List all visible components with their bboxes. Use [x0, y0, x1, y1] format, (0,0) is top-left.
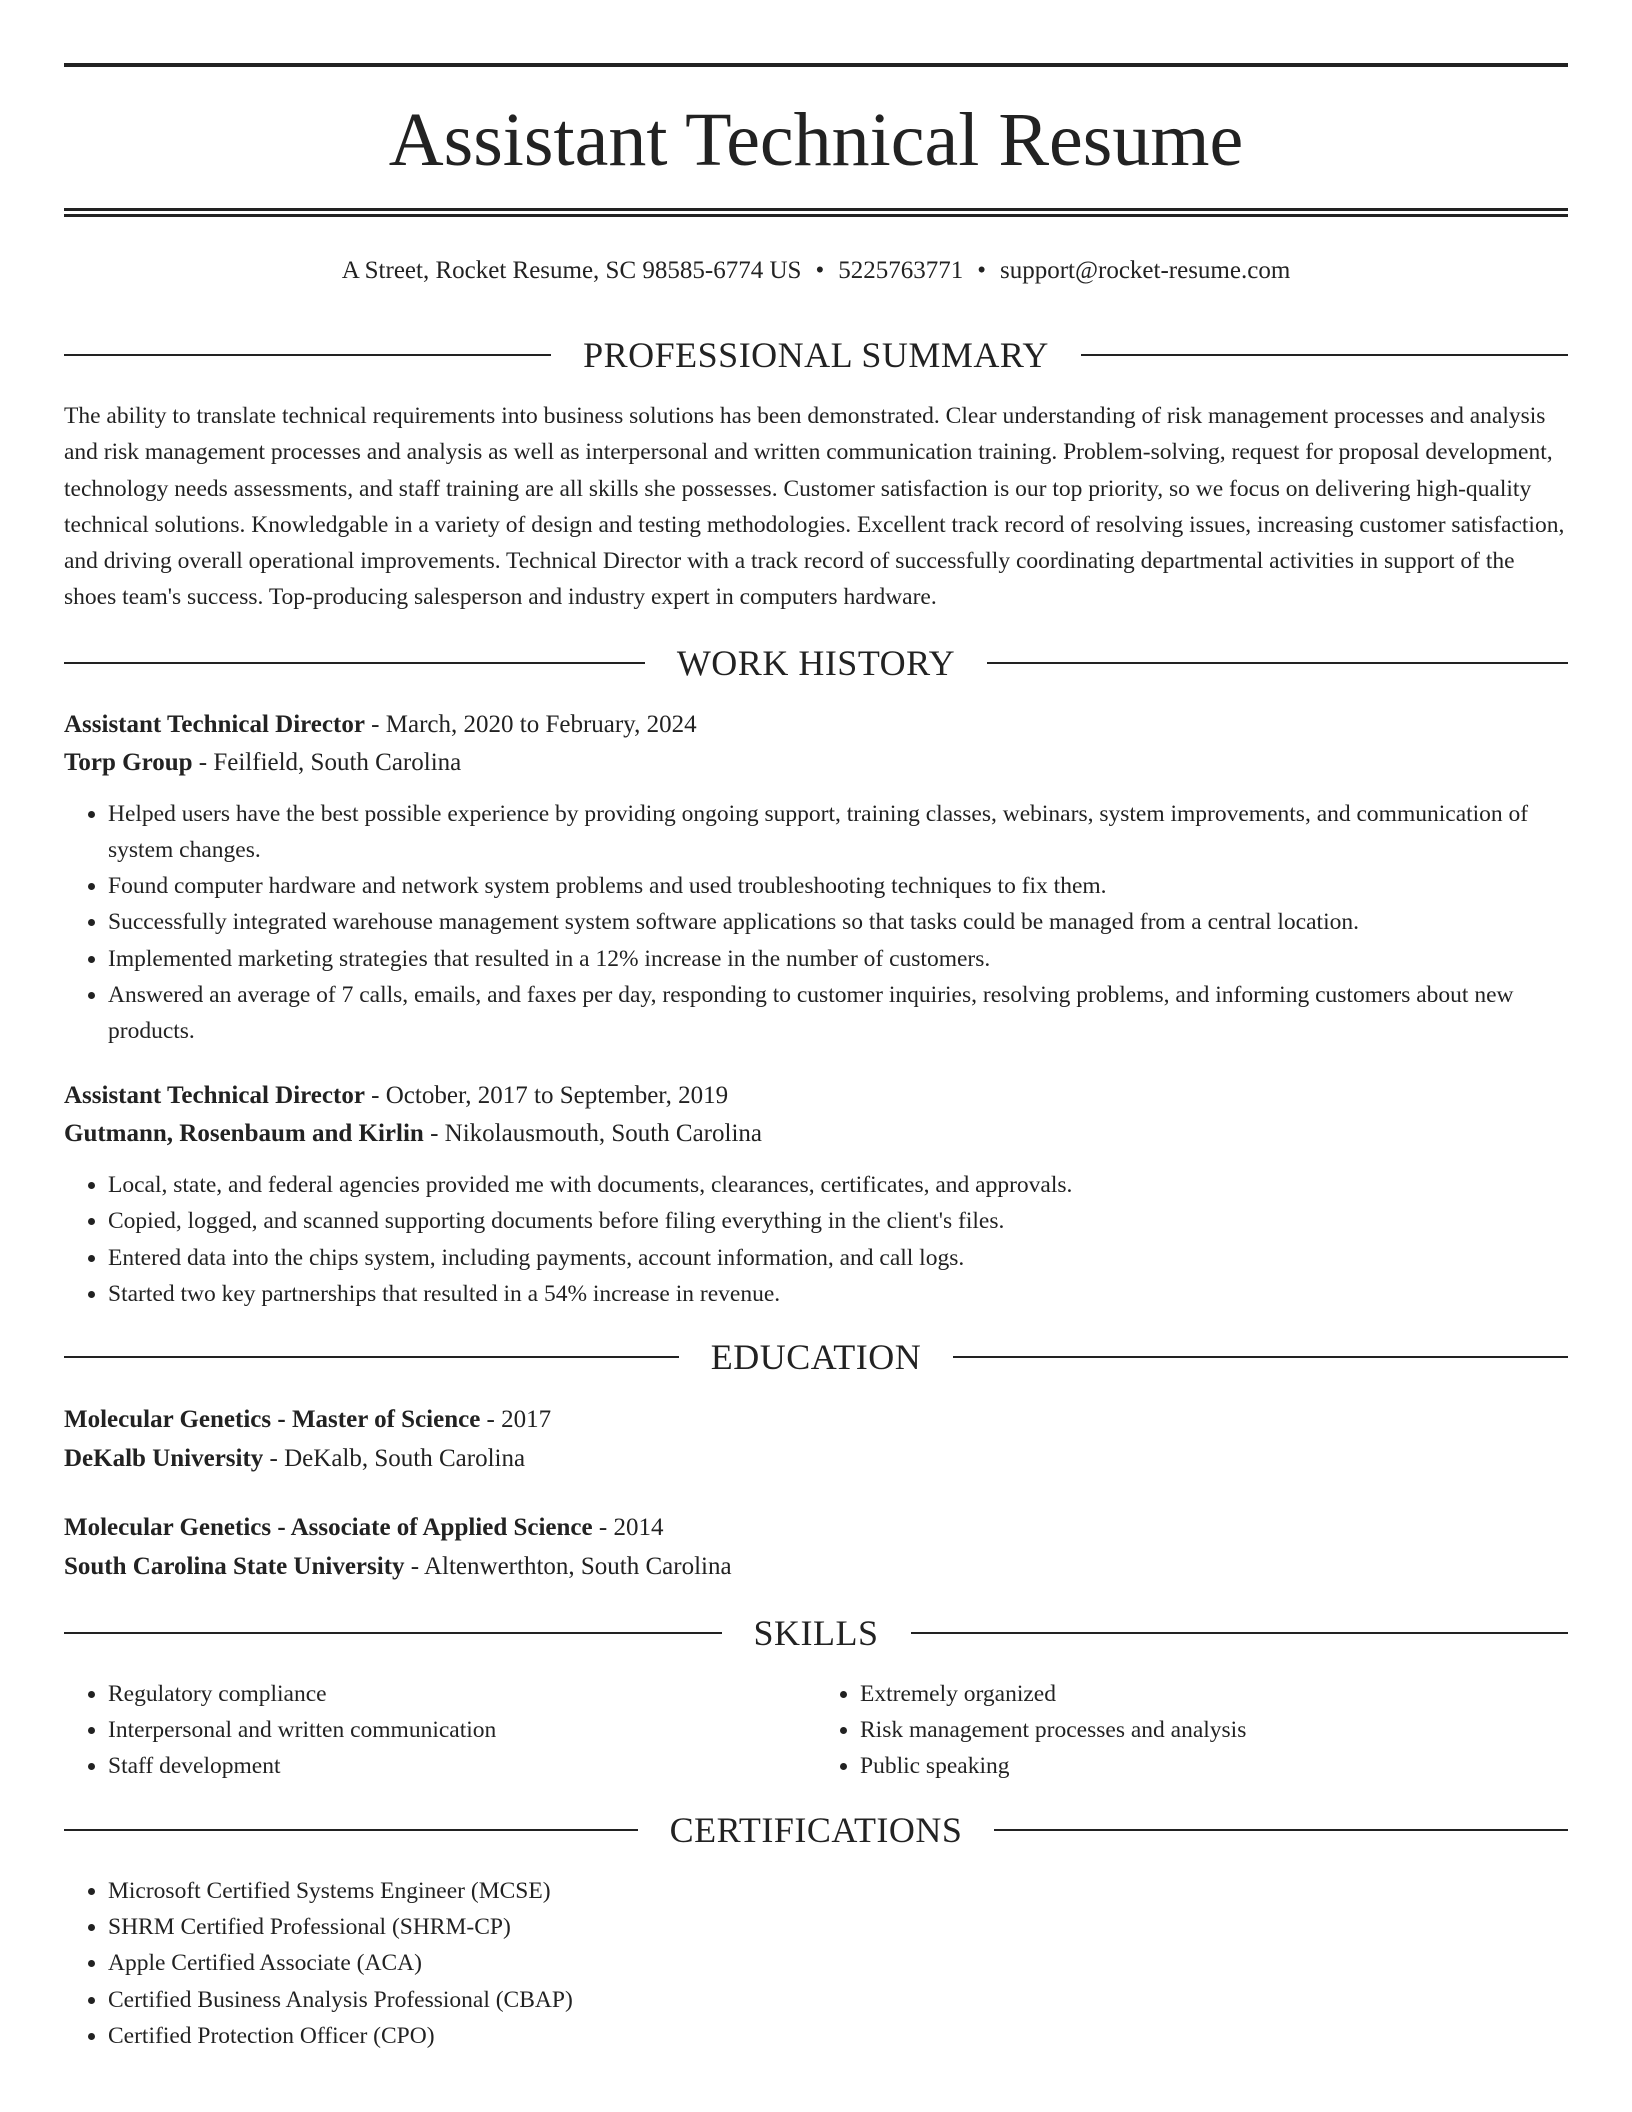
education-degree-line [64, 1508, 1568, 1547]
list-item: • Public speaking [860, 1748, 1568, 1784]
section-heading-work [64, 638, 1568, 688]
list-item: • Helped users have the best possible experience by providing ongoing support, training classes, webinars, system improvements, and communication of system changes. [108, 796, 1568, 868]
education-degree-line [64, 1400, 1568, 1439]
list-item: • Microsoft Certified Systems Engineer (MCSE) [108, 1873, 1568, 1909]
contact-separator: • [815, 257, 825, 284]
education-entry [64, 1400, 1568, 1478]
job-location: - Feilfield, South Carolina [192, 748, 462, 776]
heading-rule-right [911, 1632, 1569, 1634]
heading-rule-left [64, 1829, 638, 1831]
skills-column-left [64, 1676, 816, 1785]
list-item: • Regulatory compliance [108, 1676, 816, 1712]
heading-rule-right [994, 1829, 1568, 1831]
list-item: • Entered data into the chips system, including payments, account information, and call logs. [108, 1240, 1568, 1276]
education-degree: Molecular Genetics - Master of Science [64, 1406, 481, 1434]
section-heading-certifications [64, 1805, 1568, 1855]
skills-grid [64, 1676, 1568, 1785]
heading-rule-right [1081, 354, 1568, 356]
education-school: South Carolina State University [64, 1553, 405, 1581]
job-company-line [64, 1115, 1568, 1153]
job-entry [64, 1077, 1568, 1312]
resume-content [64, 330, 1568, 2055]
job-dates: - March, 2020 to February, 2024 [364, 710, 697, 738]
list-item: • Found computer hardware and network system problems and used troubleshooting techniques to fix them. [108, 868, 1568, 904]
job-bullets [64, 1167, 1568, 1312]
certifications-list [64, 1873, 1568, 2055]
education-entry [64, 1508, 1568, 1586]
heading-rule-right [987, 662, 1568, 664]
education-location: - Altenwerthton, South Carolina [404, 1553, 732, 1581]
education-school-line [64, 1439, 1568, 1478]
list-item: • Interpersonal and written communication [108, 1712, 816, 1748]
section-title: EDUCATION [710, 1337, 922, 1378]
heading-rule-left [64, 1632, 722, 1634]
job-company: Gutmann, Rosenbaum and Kirlin [64, 1120, 424, 1148]
skills-column-right [816, 1676, 1568, 1785]
list-item: • Answered an average of 7 calls, emails, and faxes per day, responding to customer inquiries, resolving problems, and informing customers about new products. [108, 977, 1568, 1049]
list-item: • Copied, logged, and scanned supporting documents before filing everything in the client's files. [108, 1203, 1568, 1239]
education-school-line [64, 1547, 1568, 1586]
summary-text: The ability to translate technical requirements into business solutions has been demonstrated. Clear understanding of risk management processes and analysis and risk management processes and analysis as well as interpersonal and written communication training. Problem-solving, request for proposal development, technology needs assessments, and staff training are all skills she possesses. Customer satisfaction is our top priority, so we focus on delivering high-quality technical solutions. Knowledgable in a variety of design and testing methodologies. Excellent track record of resolving issues, increasing customer satisfaction, and driving overall operational improvements. Technical Director with a track record of successfully coordinating departmental activities in support of the shoes team's success. Top-producing salesperson and industry expert in computers hardware. [64, 403, 1565, 611]
list-item: • Apple Certified Associate (ACA) [108, 1945, 1568, 1981]
education-list [64, 1400, 1568, 1586]
contact-line [64, 254, 1568, 288]
section-heading-summary [64, 330, 1568, 380]
list-item: • Risk management processes and analysis [860, 1712, 1568, 1748]
list-item: • Extremely organized [860, 1676, 1568, 1712]
education-school: DeKalb University [64, 1445, 264, 1473]
education-year: - 2014 [592, 1514, 664, 1542]
section-title: SKILLS [753, 1613, 879, 1654]
job-location: - Nikolausmouth, South Carolina [423, 1120, 762, 1148]
list-item: • Started two key partnerships that resulted in a 54% increase in revenue. [108, 1276, 1568, 1312]
work-history [64, 706, 1568, 1312]
education-year: - 2017 [480, 1406, 552, 1434]
contact-email: support@rocket-resume.com [999, 257, 1291, 284]
job-entry [64, 706, 1568, 1049]
section-heading-education [64, 1332, 1568, 1382]
job-title: Assistant Technical Director [64, 710, 365, 738]
list-item: • Certified Business Analysis Professional (CBAP) [108, 1982, 1568, 2018]
list-item: • Local, state, and federal agencies provided me with documents, clearances, certificates, and approvals. [108, 1167, 1568, 1203]
heading-rule-left [64, 662, 645, 664]
contact-separator: • [977, 257, 986, 284]
contact-address: A Street, Rocket Resume, SC 98585-6774 US [341, 257, 802, 284]
certifications-bullets [64, 1873, 1568, 2055]
job-company: Torp Group [64, 748, 193, 776]
job-title: Assistant Technical Director [64, 1082, 365, 1110]
top-rule [64, 63, 1568, 67]
list-item: • SHRM Certified Professional (SHRM-CP) [108, 1909, 1568, 1945]
education-degree: Molecular Genetics - Associate of Applied Science [64, 1514, 593, 1542]
title-double-rule [64, 208, 1568, 217]
resume-title: Assistant Technical Resume [388, 98, 1244, 182]
list-item: • Implemented marketing strategies that resulted in a 12% increase in the number of customers. [108, 941, 1568, 977]
heading-rule-left [64, 354, 551, 356]
job-title-line [64, 1077, 1568, 1115]
heading-rule-left [64, 1356, 679, 1358]
list-item: • Staff development [108, 1748, 816, 1784]
job-company-line [64, 744, 1568, 782]
section-heading-skills [64, 1608, 1568, 1658]
job-title-line [64, 706, 1568, 744]
section-title: WORK HISTORY [676, 642, 956, 683]
list-item: • Certified Protection Officer (CPO) [108, 2018, 1568, 2054]
job-bullets [64, 796, 1568, 1049]
contact-phone: 5225763771 [838, 257, 964, 284]
heading-rule-right [953, 1356, 1568, 1358]
section-title: CERTIFICATIONS [669, 1809, 963, 1850]
education-location: - DeKalb, South Carolina [263, 1445, 526, 1473]
job-dates: - October, 2017 to September, 2019 [364, 1082, 729, 1110]
list-item: • Successfully integrated warehouse management system software applications so that tasks could be managed from a central location. [108, 904, 1568, 940]
section-title: PROFESSIONAL SUMMARY [583, 335, 1049, 375]
